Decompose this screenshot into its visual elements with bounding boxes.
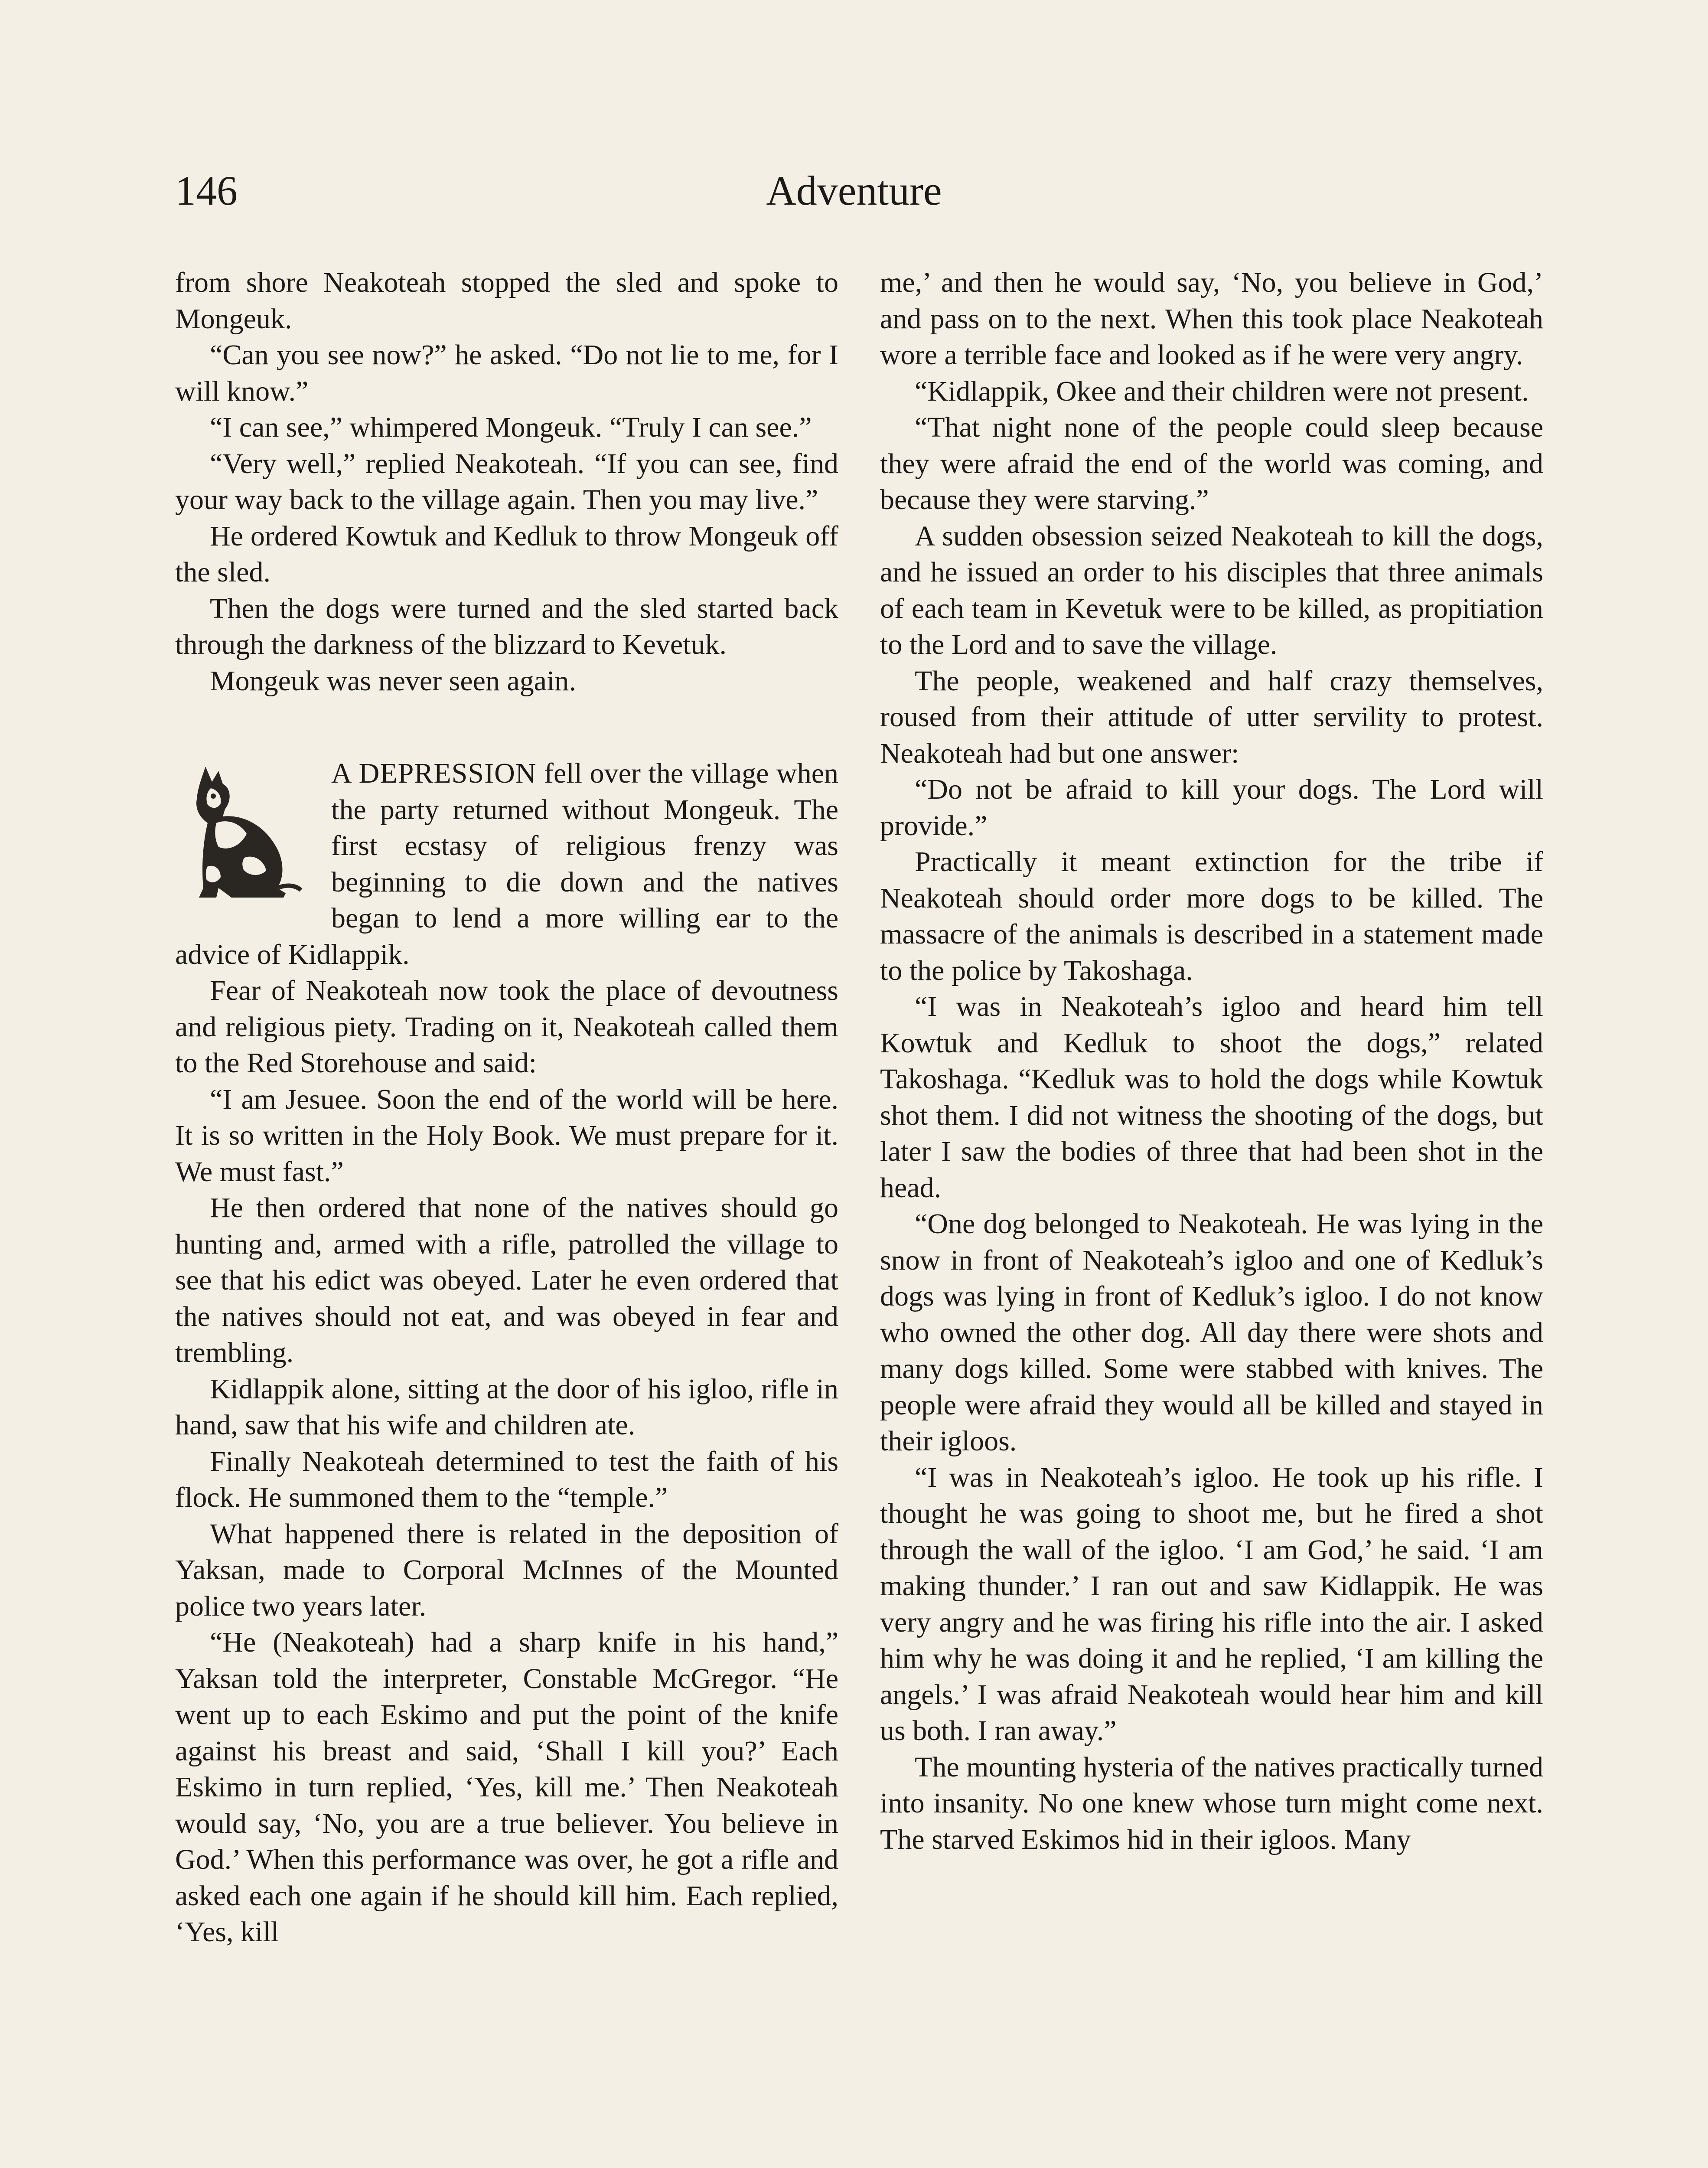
paragraph: “One dog belonged to Neakoteah. He was lying in the snow in front of Neakoteah’s igloo and one of Kedluk’s dogs was lying in front of Kedluk’s igloo. I do not know who owned the other dog. All day there were shots and many dogs killed. Some were stabbed with knives. The people were afraid they would all be killed and stayed in their igloos. [880, 1208, 1543, 1457]
paragraph: Finally Neakoteah determined to test the faith of his flock. He summoned them to the “temple.” [175, 1445, 838, 1513]
paragraph: Kidlappik alone, sitting at the door of his igloo, rifle in hand, saw that his wife and children ate. [175, 1373, 838, 1441]
section-lead-caps: A DEPRESSION [331, 757, 537, 789]
paragraph: “That night none of the people could sleep because they were afraid the end of the world was coming, and because they were starving.” [880, 411, 1543, 516]
paragraph: He then ordered that none of the natives should go hunting and, armed with a rifle, patrolled the village to see that his edict was obeyed. Later he even ordered that the natives should not eat, and was obeyed in fear and trembling. [175, 1192, 838, 1368]
paragraph: Fear of Neakoteah now took the place of devoutness and religious piety. Trading on it, Neakoteah called them to the Red Storehouse and said: [175, 975, 838, 1079]
paragraph: “I am Jesuee. Soon the end of the world will be here. It is so written in the Holy Book. We must prepare for it. We must fast.” [175, 1083, 838, 1188]
paragraph: A sudden obsession seized Neakoteah to kill the dogs, and he issued an order to his disciples that three animals of each team in Kevetuk were to be killed, as propitiation to the Lord and to save the village. [880, 520, 1543, 660]
paragraph: The people, weakened and half crazy themselves, roused from their attitude of utter servility to protest. Neakoteah had but one answer: [880, 665, 1543, 769]
paragraph: The mounting hysteria of the natives practically turned into insanity. No one knew whose turn might come next. The starved Eskimos hid in their igloos. Many [880, 1751, 1543, 1855]
paragraph: “Can you see now?” he asked. “Do not lie to me, for I will know.” [175, 339, 838, 407]
paragraph: Then the dogs were turned and the sled started back through the darkness of the blizzard to Kevetuk. [175, 592, 838, 660]
sitting-dog-icon [175, 758, 305, 901]
paragraph: Practically it meant extinction for the tribe if Neakoteah should order more dogs to be killed. The massacre of the animals is described in a statement made to the police by Takoshaga. [880, 846, 1543, 986]
section-lead-text: fell over the village when the party returned without Mongeuk. The first ecstasy of religious frenzy was beginning to die down and the natives began to lend a more willing ear to the advice of Kidlappik. [175, 757, 839, 970]
paragraph: Mongeuk was never seen again. [210, 665, 576, 697]
left-column [175, 264, 838, 1950]
paragraph: “I was in Neakoteah’s igloo. He took up his rifle. I thought he was going to shoot me, but he fired a shot through the wall of the igloo. ‘I am God,’ he said. ‘I am making thunder.’ I ran out and saw Kidlappik. He was very angry and he was firing his rifle into the air. I asked him why he was doing it and he replied, ‘I am killing the angels.’ I was afraid Neakoteah would hear him and kill us both. I ran away.” [880, 1461, 1543, 1747]
paragraph: “Do not be afraid to kill your dogs. The Lord will provide.” [880, 774, 1543, 842]
paragraph: What happened there is related in the deposition of Yaksan, made to Corporal McInnes of the Mounted police two years later. [175, 1518, 838, 1622]
running-head: Adventure [766, 167, 942, 214]
paragraph: “Kidlappik, Okee and their children were not present. [915, 375, 1529, 407]
paragraph: me,’ and then he would say, ‘No, you believe in God,’ and pass on to the next. When this took place Neakoteah wore a terrible face and looked as if he were very angry. [880, 267, 1543, 371]
paragraph: He ordered Kowtuk and Kedluk to throw Mongeuk off the sled. [175, 520, 838, 588]
paragraph: from shore Neakoteah stopped the sled and spoke to Mongeuk. [175, 267, 838, 335]
paragraph: “Very well,” replied Neakoteah. “If you can see, find your way back to the village again. Then you may live.” [175, 447, 838, 516]
section-opening [175, 755, 838, 973]
page-number: 146 [175, 167, 238, 214]
paragraph: “He (Neakoteah) had a sharp knife in his hand,” Yaksan told the interpreter, Constable McGregor. “He went up to each Eskimo and put the point of the knife against his breast and said, ‘Shall I kill you?’ Each Eskimo in turn replied, ‘Yes, kill me.’ Then Neakoteah would say, ‘No, you are a true believer. You believe in God.’ When this performance was over, he got a rifle and asked each one again if he should kill him. Each replied, ‘Yes, kill [175, 1626, 838, 1948]
right-column [880, 264, 1543, 1858]
paragraph: “I can see,” whimpered Mongeuk. “Truly I can see.” [210, 411, 812, 443]
paragraph: “I was in Neakoteah’s igloo and heard him tell Kowtuk and Kedluk to shoot the dogs,” related Takoshaga. “Kedluk was to hold the dogs while Kowtuk shot them. I did not witness the shooting of the dogs, but later I saw the bodies of three that had been shot in the head. [880, 991, 1543, 1204]
